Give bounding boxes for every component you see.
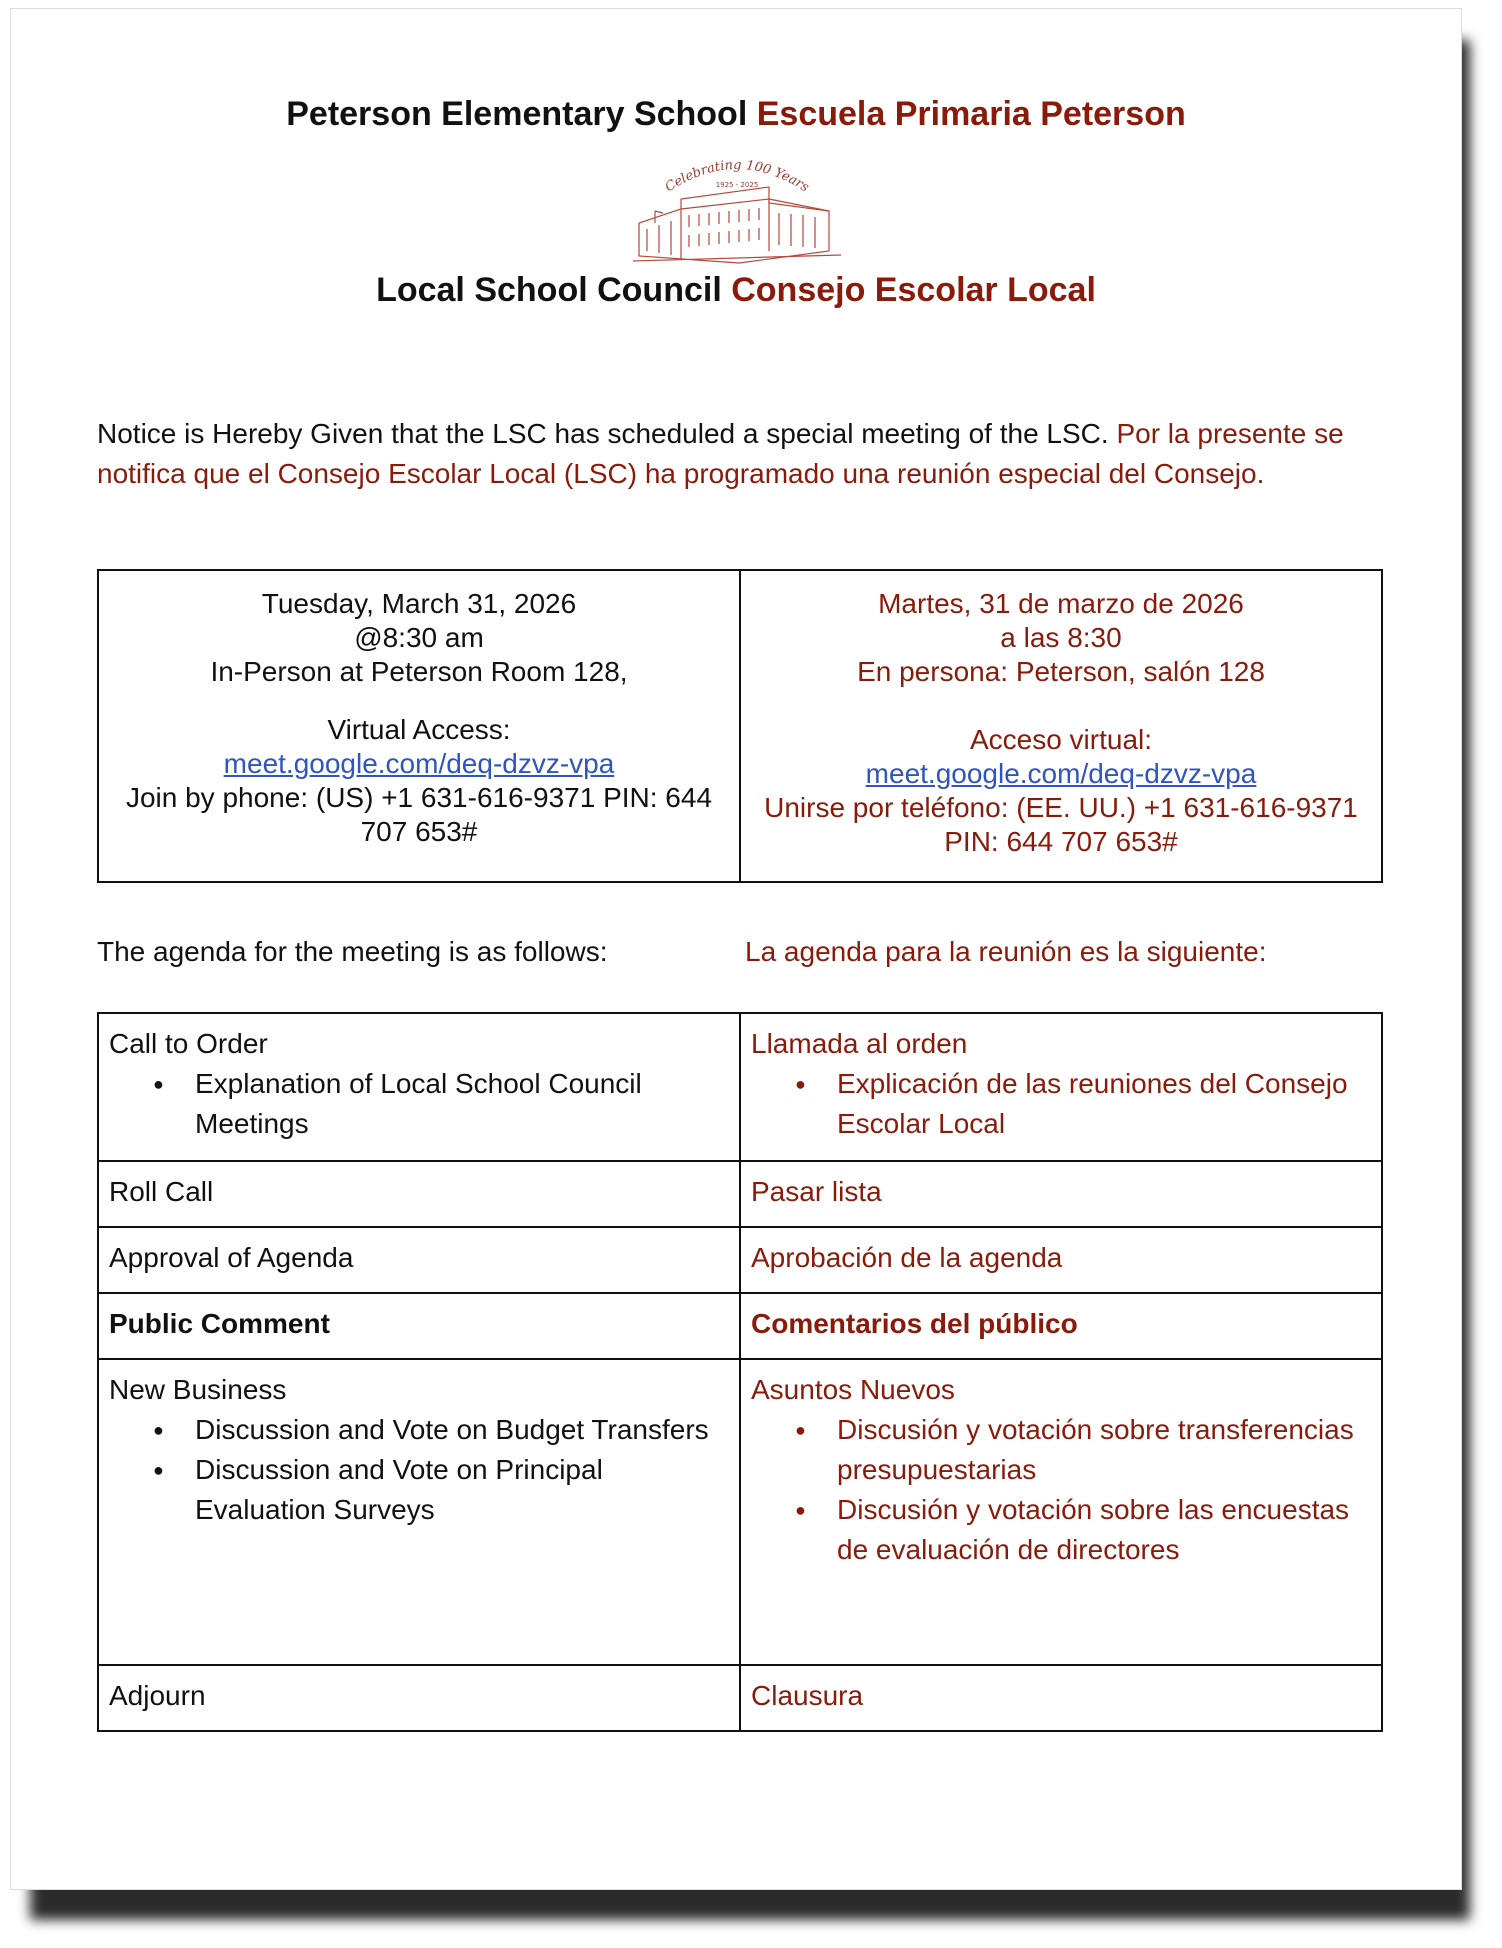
agenda-row-new-business [98, 1359, 1382, 1665]
agenda-subitem: ● Discusión y votación sobre transferencias presupuestarias [837, 1410, 1371, 1490]
virtual-access-label-es: Acceso virtual: [969, 724, 1153, 755]
agenda-cell-en [98, 1359, 740, 1665]
agenda-cell-es [740, 1013, 1382, 1161]
phone-info-es: Unirse por teléfono: (EE. UU.) +1 631-616-9371 PIN: 644 707 653# [764, 792, 1358, 857]
meeting-time-en: @8:30 am [354, 622, 484, 653]
notice-paragraph [97, 414, 1397, 494]
agenda-item-title: New Business [109, 1374, 287, 1405]
agenda-item-title: Llamada al orden [751, 1028, 968, 1059]
agenda-cell-en: Roll Call [98, 1161, 740, 1227]
council-name-es: Consejo Escolar Local [731, 271, 1096, 309]
school-centennial-logo [619, 151, 855, 275]
meeting-info-en [98, 570, 740, 882]
agenda-subitem: ● Discussion and Vote on Budget Transfers [195, 1410, 729, 1450]
building-drawing-icon [633, 187, 841, 263]
spacer [109, 689, 729, 713]
agenda-cell-en [98, 1013, 740, 1161]
agenda-intro-es: La agenda para la reunión es la siguiente: [745, 936, 1267, 967]
meet-link-es[interactable]: meet.google.com/deq-dzvz-vpa [865, 758, 1257, 789]
virtual-access-label-en: Virtual Access: [327, 714, 511, 745]
phone-info-en: Join by phone: (US) +1 631-616-9371 PIN: 644 707 653# [125, 782, 713, 847]
meeting-info-table [97, 569, 1383, 883]
meeting-date-es: Martes, 31 de marzo de 2026 [878, 588, 1244, 619]
agenda-cell-en: Approval of Agenda [98, 1227, 740, 1293]
meet-link-en[interactable]: meet.google.com/deq-dzvz-vpa [223, 748, 615, 779]
agenda-table [97, 1012, 1383, 1732]
agenda-item-title: Call to Order [109, 1028, 268, 1059]
agenda-row-call-to-order [98, 1013, 1382, 1161]
agenda-cell-es: Aprobación de la agenda [740, 1227, 1382, 1293]
notice-es: Por la presente se notifica que el Consejo Escolar Local (LSC) ha programado una reunión especial del Consejo. [97, 418, 1344, 489]
meeting-location-en: In-Person at Peterson Room 128, [210, 656, 628, 687]
document-page [10, 8, 1462, 1890]
agenda-cell-en: Public Comment [98, 1293, 740, 1359]
meeting-location-es: En persona: Peterson, salón 128 [857, 656, 1265, 687]
agenda-item-title: Asuntos Nuevos [751, 1374, 955, 1405]
meeting-date-en: Tuesday, March 31, 2026 [261, 588, 577, 619]
agenda-cell-es: Pasar lista [740, 1161, 1382, 1227]
agenda-row-public-comment [98, 1293, 1382, 1359]
logo-arc-text: Celebrating 100 Years [662, 157, 812, 196]
meeting-info-es [740, 570, 1382, 882]
logo-years: 1925 - 2025 [715, 181, 759, 189]
agenda-intro-en: The agenda for the meeting is as follows: [97, 936, 608, 967]
spacer [751, 689, 1371, 723]
school-title [11, 95, 1461, 134]
school-name-en: Peterson Elementary School [286, 95, 748, 133]
council-title [11, 271, 1461, 310]
agenda-subitem: ● Explanation of Local School Council Meetings [195, 1064, 729, 1144]
council-name-en: Local School Council [376, 271, 722, 309]
agenda-cell-es: Clausura [740, 1665, 1382, 1731]
agenda-cell-es [740, 1359, 1382, 1665]
agenda-cell-es: Comentarios del público [740, 1293, 1382, 1359]
agenda-row-roll-call [98, 1161, 1382, 1227]
agenda-subitem: ● Discussion and Vote on Principal Evaluation Surveys [195, 1450, 729, 1530]
agenda-cell-en: Adjourn [98, 1665, 740, 1731]
school-name-es: Escuela Primaria Peterson [756, 95, 1186, 133]
notice-en: Notice is Hereby Given that the LSC has scheduled a special meeting of the LSC. [97, 418, 1109, 449]
meeting-time-es: a las 8:30 [1000, 622, 1122, 653]
agenda-subitem: ● Explicación de las reuniones del Consejo Escolar Local [837, 1064, 1371, 1144]
agenda-row-adjourn [98, 1665, 1382, 1731]
agenda-row-approval [98, 1227, 1382, 1293]
meeting-info-row [98, 570, 1382, 882]
agenda-subitem: ● Discusión y votación sobre las encuestas de evaluación de directores [837, 1490, 1371, 1570]
